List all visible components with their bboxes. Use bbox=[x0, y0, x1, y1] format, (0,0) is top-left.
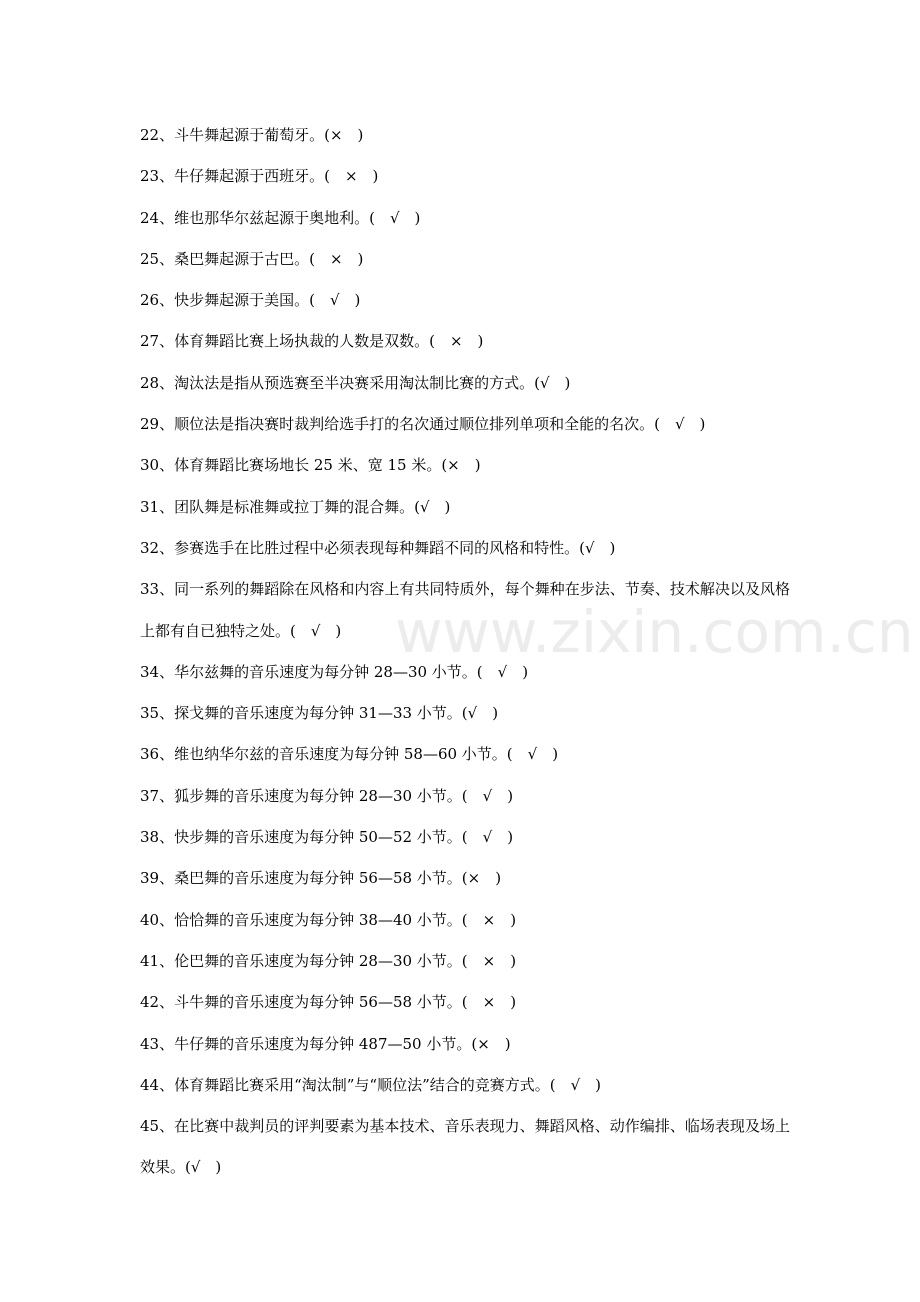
question-27: 27、体育舞蹈比赛上场执裁的人数是双数。( × ) bbox=[140, 332, 484, 351]
watermark: www.zixin.com.cn bbox=[395, 598, 914, 666]
question-30: 30、体育舞蹈比赛场地长 25 米、宽 15 米。(× ) bbox=[140, 456, 481, 475]
question-45: 45、在比赛中裁判员的评判要素为基本技术、音乐表现力、舞蹈风格、动作编排、临场表现及场上效果。(√ ) bbox=[140, 1117, 790, 1177]
question-31: 31、团队舞是标准舞或拉丁舞的混合舞。(√ ) bbox=[140, 497, 451, 516]
question-39: 39、桑巴舞的音乐速度为每分钟 56—58 小节。(× ) bbox=[140, 869, 502, 888]
question-24: 24、维也那华尔兹起源于奥地利。( √ ) bbox=[140, 208, 421, 227]
question-41: 41、伦巴舞的音乐速度为每分钟 28—30 小节。( × ) bbox=[140, 951, 517, 970]
question-43: 43、牛仔舞的音乐速度为每分钟 487—50 小节。(× ) bbox=[140, 1034, 511, 1053]
question-36: 36、维也纳华尔兹的音乐速度为每分钟 58—60 小节。( √ ) bbox=[140, 745, 559, 764]
question-22: 22、斗牛舞起源于葡萄牙。(× ) bbox=[140, 126, 364, 144]
question-37: 37、狐步舞的音乐速度为每分钟 28—30 小节。( √ ) bbox=[140, 786, 514, 805]
question-28: 28、淘汰法是指从预选赛至半决赛采用淘汰制比赛的方式。(√ ) bbox=[140, 373, 571, 392]
question-23: 23、牛仔舞起源于西班牙。( × ) bbox=[140, 167, 379, 186]
question-34: 34、华尔兹舞的音乐速度为每分钟 28—30 小节。( √ ) bbox=[140, 662, 529, 681]
question-42: 42、斗牛舞的音乐速度为每分钟 56—58 小节。( × ) bbox=[140, 993, 517, 1012]
question-25: 25、桑巴舞起源于古巴。( × ) bbox=[140, 249, 364, 268]
question-26: 26、快步舞起源于美国。( √ ) bbox=[140, 291, 361, 310]
question-29: 29、顺位法是指决赛时裁判给选手打的名次通过顺位排列单项和全能的名次。( √ ) bbox=[140, 415, 706, 434]
question-list bbox=[140, 115, 790, 1189]
question-38: 38、快步舞的音乐速度为每分钟 50—52 小节。( √ ) bbox=[140, 828, 514, 847]
question-44: 44、体育舞蹈比赛采用“淘汰制”与“顺位法”结合的竞赛方式。( √ ) bbox=[140, 1075, 602, 1094]
question-35: 35、探戈舞的音乐速度为每分钟 31—33 小节。(√ ) bbox=[140, 704, 499, 723]
question-40: 40、恰恰舞的音乐速度为每分钟 38—40 小节。( × ) bbox=[140, 910, 517, 929]
question-33: 33、同一系列的舞蹈除在风格和内容上有共同特质外，每个舞种在步法、节奏、技术解决以及风格上都有自已独特之处。( √ ) bbox=[140, 580, 790, 640]
question-32: 32、参赛选手在比胜过程中必须表现每种舞蹈不同的风格和特性。(√ ) bbox=[140, 538, 616, 557]
